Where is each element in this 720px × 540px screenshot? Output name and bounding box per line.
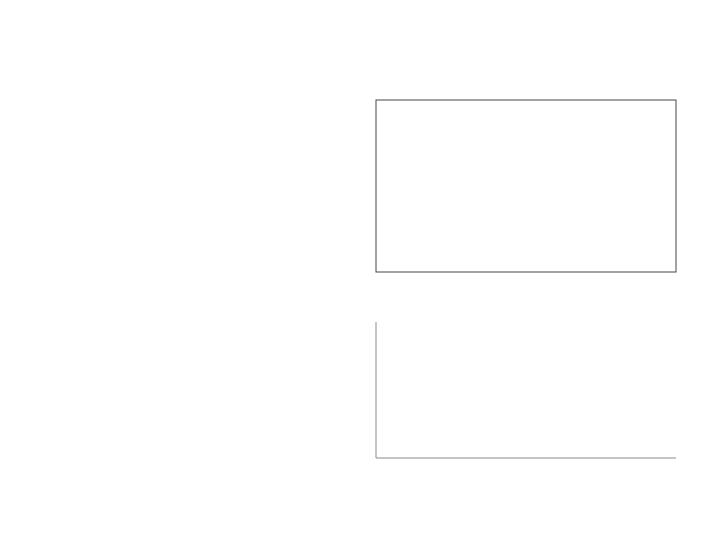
xray-spectrum-figure <box>340 94 680 302</box>
xray-plot-frame <box>376 100 676 272</box>
uv-spectrum-figure <box>340 318 680 468</box>
